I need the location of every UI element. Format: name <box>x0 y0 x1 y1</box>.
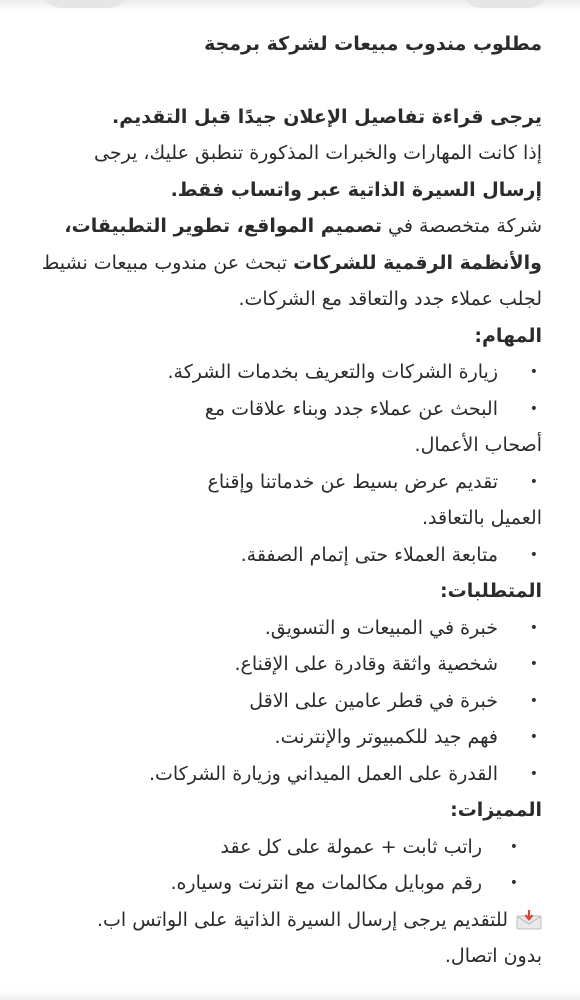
list-item-text: متابعة العملاء حتى إتمام الصفقة. <box>240 543 498 566</box>
list-item-text: شخصية واثقة وقادرة على الإقناع. <box>234 653 498 675</box>
apply-paragraph <box>40 902 542 975</box>
notice-bold: يرجى قراءة تفاصيل الإعلان جيدًا قبل التقديم. <box>112 105 542 128</box>
intro-bold: تصميم المواقع، تطوير التطبيقات، والأنظمة الرقمية للشركات <box>64 215 542 274</box>
apply-text: للتقديم يرجى إرسال السيرة الذاتية على الواتس اب. <box>97 908 508 931</box>
intro-text-2: تبحث عن مندوب مبيعات نشيط لجلب عملاء جدد والتعاقد مع الشركات. <box>41 251 542 310</box>
list-item <box>40 865 542 902</box>
list-item-text: راتب ثابت + عمولة على كل عقد <box>220 835 482 858</box>
features-list <box>40 829 542 902</box>
list-item-text: رقم موبايل مكالمات مع انترنت وسياره. <box>170 872 482 894</box>
list-item <box>40 464 542 537</box>
list-item <box>40 646 542 683</box>
list-item-text: خبرة في قطر عامين على الاقل <box>249 689 498 712</box>
bullet: • <box>529 765 538 782</box>
tasks-list <box>40 354 542 573</box>
bullet: • <box>509 875 518 891</box>
list-item-continuation: العميل بالتعاقد. <box>421 507 542 529</box>
bullet: • <box>529 692 538 709</box>
notice-bold-2: إرسال السيرة الذاتية عبر واتساب فقط. <box>170 178 542 201</box>
features-title: المميزات: <box>450 799 542 821</box>
list-item-text: زيارة الشركات والتعريف بخدمات الشركة. <box>167 361 498 383</box>
tasks-title: المهام: <box>474 324 542 347</box>
requirements-title: المتطلبات: <box>440 580 542 602</box>
notice-text: إذا كانت المهارات والخبرات المذكورة تنطبق عليك، يرجى <box>94 142 542 164</box>
bullet: • <box>529 400 538 417</box>
list-item <box>40 829 542 866</box>
bullet: • <box>529 546 538 563</box>
list-item-text: خبرة في المبيعات و التسويق. <box>264 616 498 639</box>
list-item <box>40 756 542 793</box>
bullet: • <box>529 729 538 745</box>
list-item-text: فهم جيد للكمبيوتر والإنترنت. <box>274 726 498 748</box>
list-item <box>40 610 542 647</box>
bullet: • <box>529 656 538 672</box>
apply-text-line-2: بدون اتصال. <box>444 945 542 967</box>
bottom-edge-shadow <box>0 990 580 1000</box>
list-item-continuation: أصحاب الأعمال. <box>414 434 542 456</box>
list-item <box>40 719 542 756</box>
list-item <box>40 683 542 720</box>
list-item <box>40 354 542 391</box>
list-item-text: القدرة على العمل الميداني وزيارة الشركات. <box>148 762 498 785</box>
intro-text-1: شركة متخصصة في <box>388 215 542 237</box>
requirements-list <box>40 610 542 793</box>
bullet: • <box>529 619 538 636</box>
list-item <box>40 537 542 574</box>
bullet: • <box>529 364 538 380</box>
intro-paragraph <box>40 208 542 318</box>
list-item <box>40 391 542 464</box>
bullet: • <box>509 838 518 855</box>
post-title: مطلوب مندوب مبيعات لشركة برمجة <box>204 33 542 55</box>
incoming-envelope-icon <box>516 910 542 928</box>
notice-paragraph <box>40 99 542 209</box>
spacer <box>40 63 542 99</box>
list-item-text: البحث عن عملاء جدد وبناء علاقات مع <box>204 397 498 420</box>
list-item-text: تقديم عرض بسيط عن خدماتنا وإقناع <box>207 470 498 493</box>
bullet: • <box>529 473 538 490</box>
